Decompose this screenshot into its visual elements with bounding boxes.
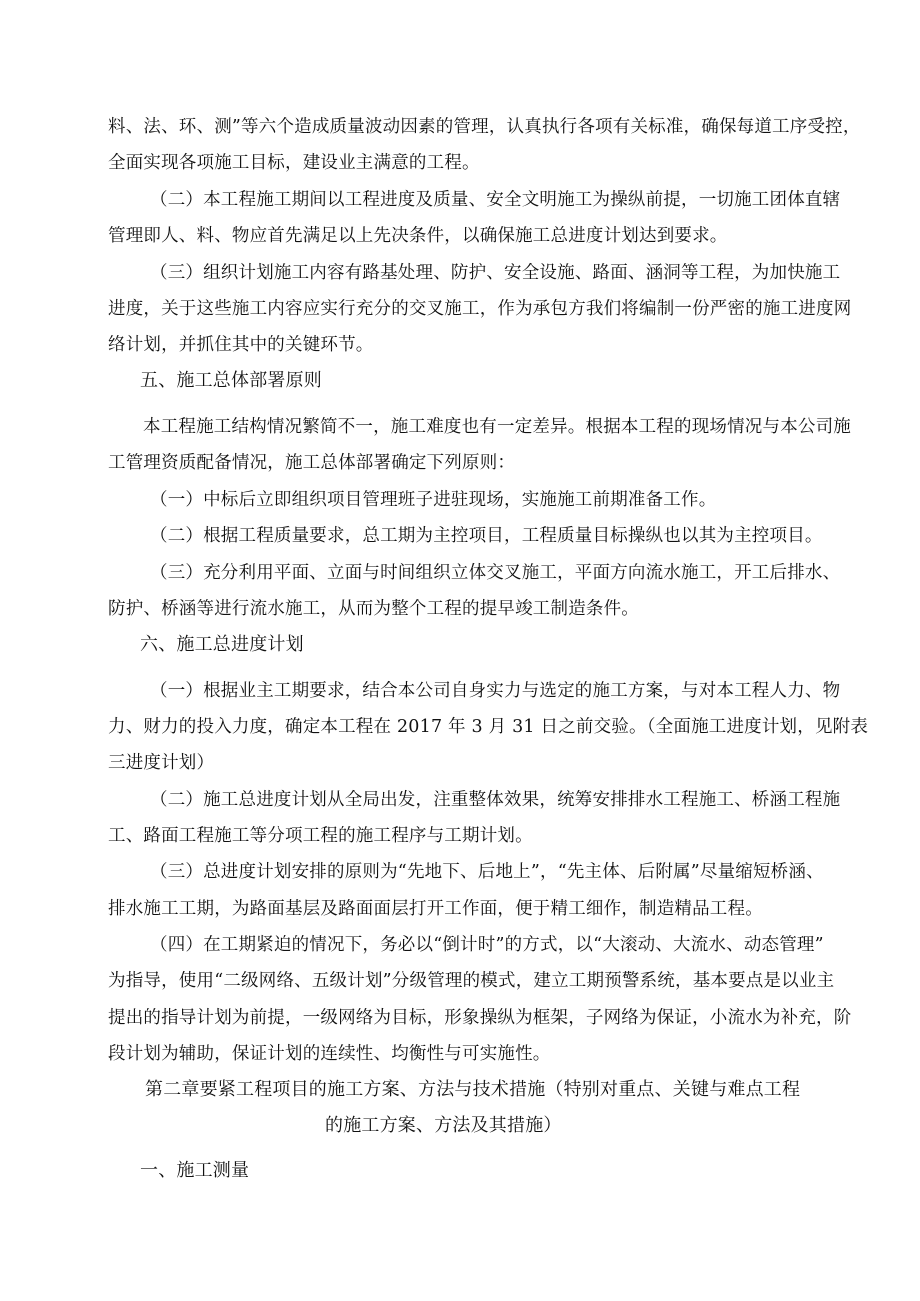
paragraph-line: 排水施工工期，为路面基层及路面面层打开工作面，便于精工细作，制造精品工程。 [108, 899, 763, 919]
paragraph-line: 全面实现各项施工目标，建设业主满意的工程。 [108, 153, 480, 173]
paragraph-line: （三）组织计划施工内容有路基处理、防护、安全设施、路面、涵洞等工程，为加快施工 [150, 263, 841, 283]
chapter-heading: 第二章要紧工程项目的施工方案、方法与技术措施（特别对重点、关键与难点工程 [145, 1079, 801, 1100]
paragraph-line: （二）施工总进度计划从全局出发，注重整体效果，统筹安排排水工程施工、桥涵工程施 [150, 790, 841, 810]
section-heading: 一、施工测量 [140, 1160, 250, 1181]
section-heading: 五、施工总体部署原则 [140, 370, 322, 391]
paragraph-line: （三）充分利用平面、立面与时间组织立体交叉施工，平面方向流水施工，开工后排水、 [150, 563, 841, 583]
paragraph-line: 段计划为辅助，保证计划的连续性、均衡性与可实施性。 [108, 1044, 551, 1064]
paragraph-line: （三）总进度计划安排的原则为“先地下、后地上”，“先主体、后附属”尽量缩短桥涵、 [150, 862, 824, 882]
paragraph-line: （一）中标后立即组织项目管理班子进驻现场，实施施工前期准备工作。 [150, 490, 717, 510]
paragraph-line: （二）本工程施工期间以工程进度及质量、安全文明施工为操纵前提，一切施工团体直辖 [150, 190, 841, 210]
paragraph-line: 力、财力的投入力度，确定本工程在 2017 年 3 月 31 日之前交验。（全面施工进度计划，见附表 [108, 717, 869, 737]
paragraph-line: 防护、桥涵等进行流水施工，从而为整个工程的提早竣工制造条件。 [108, 599, 639, 619]
paragraph-line: 进度，关于这些施工内容应实行充分的交叉施工，作为承包方我们将编制一份严密的施工进度网 [108, 299, 852, 319]
paragraph-line: （二）根据工程质量要求，总工期为主控项目，工程质量目标操纵也以其为主控项目。 [150, 526, 823, 546]
paragraph-line: （一）根据业主工期要求，结合本公司自身实力与选定的施工方案，与对本工程人力、物 [150, 681, 841, 701]
paragraph-line: 三进度计划） [108, 753, 215, 773]
paragraph-line: 提出的指导计划为前提，一级网络为目标，形象操纵为框架，子网络为保证，小流水为补充，阶 [108, 1008, 852, 1028]
chapter-heading: 的施工方案、方法及其措施） [325, 1115, 562, 1136]
paragraph-line: 本工程施工结构情况繁简不一，施工难度也有一定差异。根据本工程的现场情况与本公司施 [143, 417, 851, 437]
section-heading: 六、施工总进度计划 [140, 634, 304, 655]
paragraph-line: 管理即人、料、物应首先满足以上先决条件，以确保施工总进度计划达到要求。 [108, 226, 728, 246]
paragraph-line: 为指导，使用“二级网络、五级计划”分级管理的模式，建立工期预警系统，基本要点是以业主 [108, 971, 835, 991]
paragraph-line: 工管理资质配备情况，施工总体部署确定下列原则： [108, 453, 516, 473]
paragraph-line: 工、路面工程施工等分项工程的施工程序与工期计划。 [108, 826, 533, 846]
paragraph-line: （四）在工期紧迫的情况下，务必以“倒计时”的方式，以“大滚动、大流水、动态管理” [150, 935, 824, 955]
paragraph-line: 料、法、环、测”等六个造成质量波动因素的管理，认真执行各项有关标准，确保每道工序受控， [108, 117, 861, 137]
paragraph-line: 络计划，并抓住其中的关键环节。 [108, 335, 374, 355]
